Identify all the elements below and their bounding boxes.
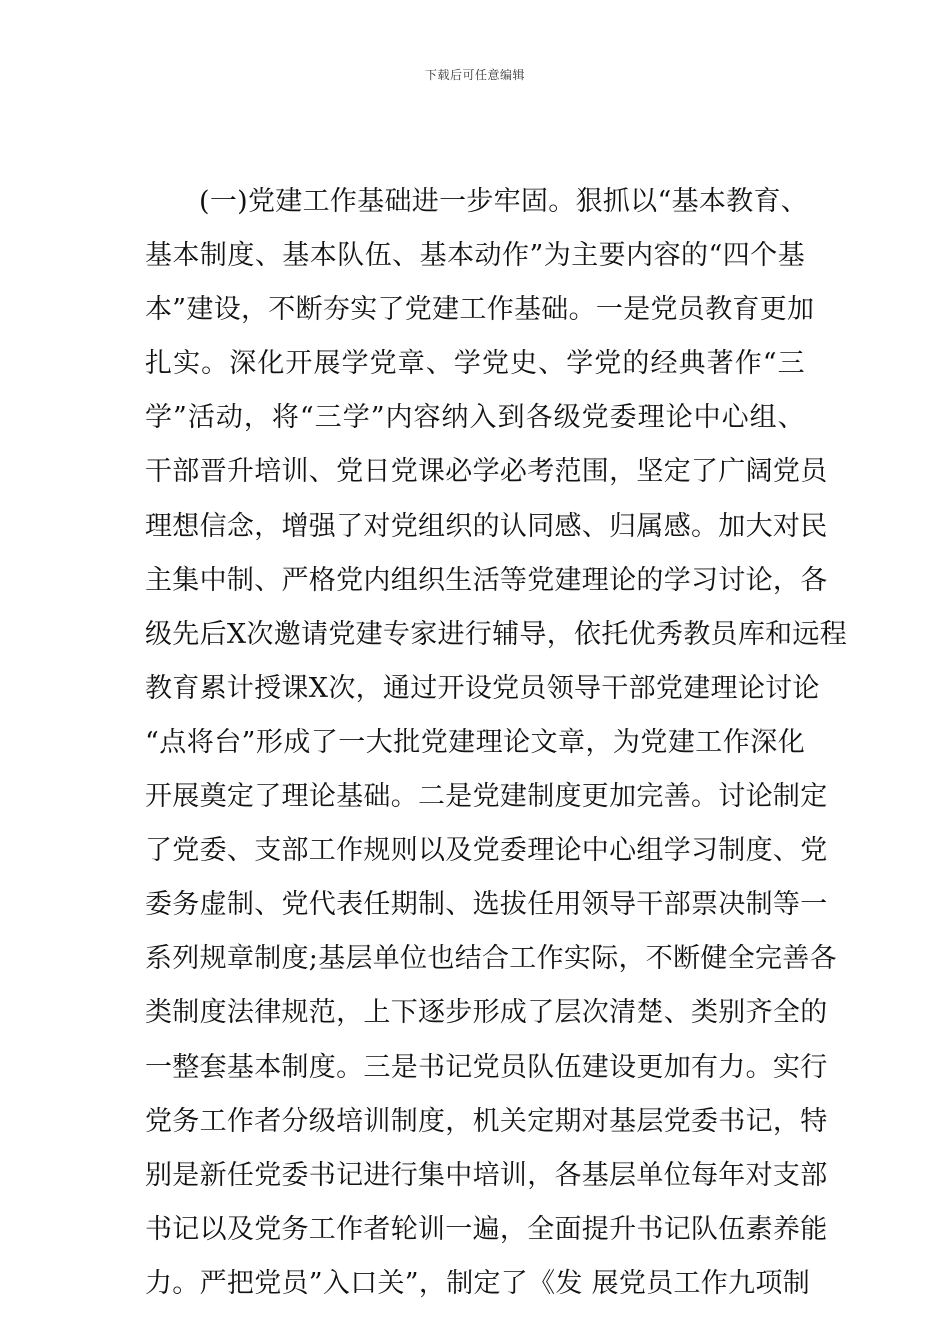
- text-line: (一)党建工作基础进一步牢固。狠抓以“基本教育、: [199, 186, 809, 217]
- download-note: 下载后可任意编辑: [424, 68, 525, 82]
- text-line: 理想信念，增强了对党组织的认同感、归属感。加大对民: [145, 510, 828, 542]
- text-line: 系列规章制度;基层单位也结合工作实际，不断健全完善各: [145, 943, 837, 975]
- text-line: 学”活动，将“三学”内容纳入到各级党委理论中心组、: [145, 402, 805, 434]
- text-line: 基本制度、基本队伍、基本动作”为主要内容的“四个基: [145, 240, 805, 272]
- body-paragraph: [145, 175, 848, 1311]
- text-line: 级先后X次邀请党建专家进行辅导，依托优秀教员库和远程: [145, 618, 848, 650]
- text-line: 本”建设，不断夯实了党建工作基础。一是党员教育更加: [145, 294, 815, 326]
- text-line: 开展奠定了理论基础。二是党建制度更加完善。讨论制定: [145, 781, 828, 813]
- text-line: 党务工作者分级培训制度，机关定期对基层党委书记，特: [145, 1105, 828, 1137]
- text-line: 类制度法律规范，上下逐步形成了层次清楚、类别齐全的: [145, 997, 828, 1029]
- text-line: 了党委、支部工作规则以及党委理论中心组学习制度、党: [145, 835, 828, 867]
- text-line: 力。严把党员”入口关”，制定了《发 展党员工作九项制: [145, 1267, 810, 1299]
- text-line: 教育累计授课X次，通过开设党员领导干部党建理论讨论: [145, 672, 820, 704]
- text-line: 干部晋升培训、党日党课必学必考范围，坚定了广阔党员: [145, 456, 828, 488]
- text-line: 主集中制、严格党内组织生活等党建理论的学习讨论，各: [145, 564, 828, 596]
- text-line: 委务虚制、党代表任期制、选拔任用领导干部票决制等一: [145, 889, 828, 921]
- text-line: 一整套基本制度。三是书记党员队伍建设更加有力。实行: [145, 1051, 828, 1083]
- text-line: “点将台”形成了一大批党建理论文章，为党建工作深化: [145, 726, 805, 758]
- text-line: 别是新任党委书记进行集中培训，各基层单位每年对支部: [145, 1159, 828, 1191]
- text-line: 扎实。深化开展学党章、学党史、学党的经典著作“三: [145, 348, 805, 380]
- text-line: 书记以及党务工作者轮训一遍，全面提升书记队伍素养能: [145, 1213, 828, 1245]
